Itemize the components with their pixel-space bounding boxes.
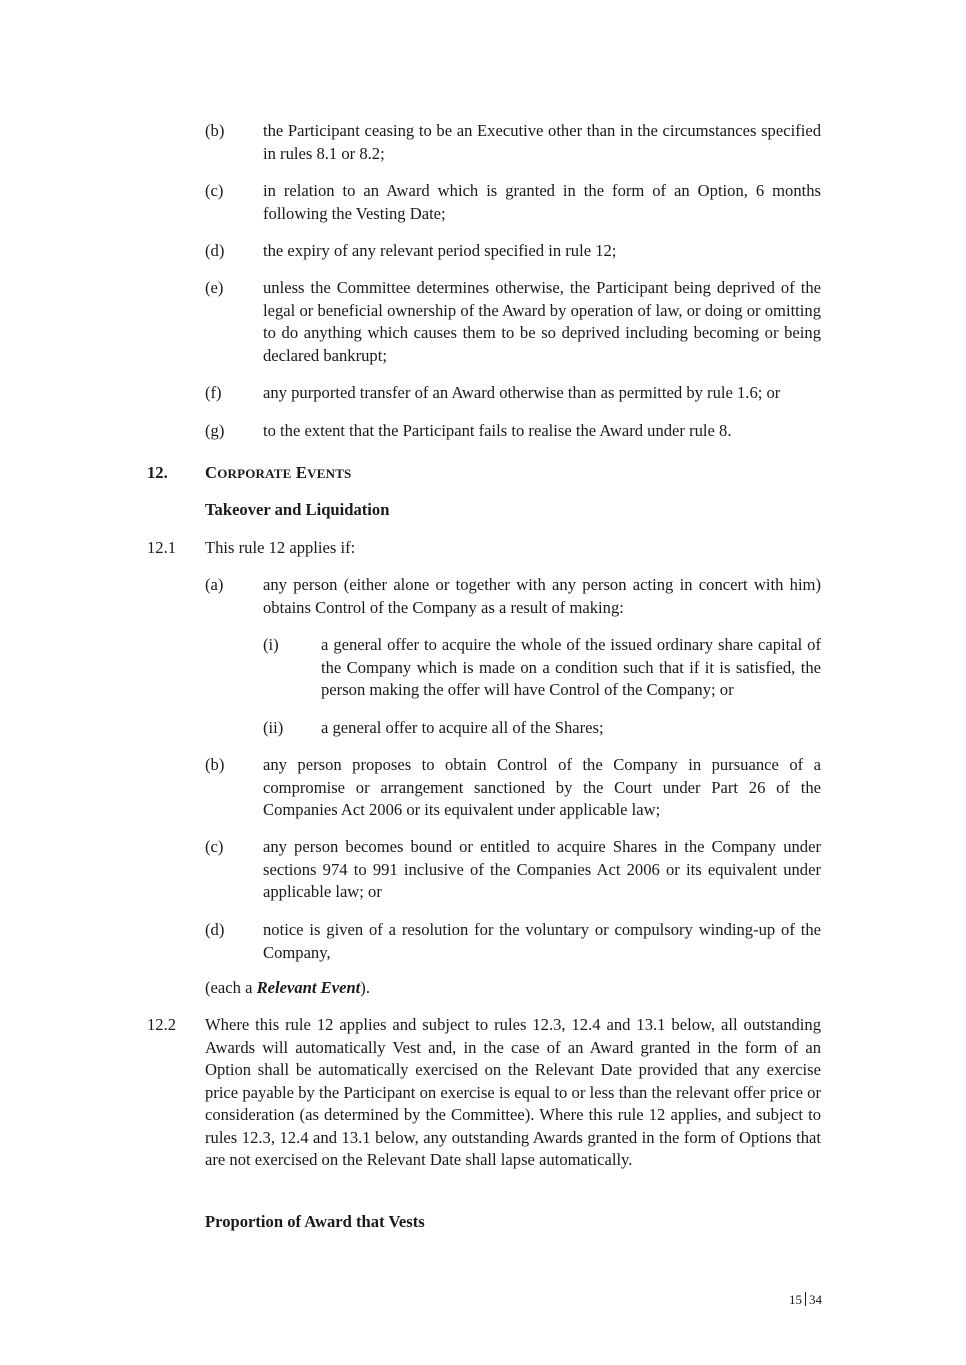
rule-12-1-i-text: a general offer to acquire the whole of the issued ordinary share capital of the Company which is made on a condition such that if it is satisfied, the person making the offer will have Control of the Company; or (321, 635, 821, 699)
rule-12-1-text: This rule 12 applies if: (205, 538, 356, 557)
defined-term: Relevant Event (256, 978, 361, 997)
rule-12-1-ii-label: (ii) (263, 718, 284, 737)
rule-12-2-number: 12.2 (147, 1015, 177, 1034)
list-item-b-text: the Participant ceasing to be an Executive other than in the circumstances specified in rules 8.1 or 8.2; (263, 121, 821, 163)
subheading-takeover: Takeover and Liquidation (205, 500, 390, 519)
subheading-proportion: Proportion of Award that Vests (205, 1212, 425, 1231)
rule-12-1-c-label: (c) (205, 837, 224, 856)
relevant-event-definition: (each a Relevant Event). (205, 978, 370, 997)
page-number: 15 34 (789, 1292, 822, 1307)
page-number-divider (805, 1292, 806, 1306)
list-item-g-text: to the extent that the Participant fails to realise the Award under rule 8. (263, 421, 732, 440)
section-number: 12. (147, 463, 168, 482)
rule-12-1-d-text: notice is given of a resolution for the voluntary or compulsory winding-up of the Company, (263, 920, 821, 962)
rule-12-1-c-text: any person becomes bound or entitled to acquire Shares in the Company under sections 974 to 991 inclusive of the Companies Act 2006 or its equivalent under applicable law; or (263, 837, 821, 901)
section-title: CORPORATE EVENTS (205, 463, 352, 482)
list-item-d-text: the expiry of any relevant period specified in rule 12; (263, 241, 617, 260)
list-label-e: (e) (205, 278, 224, 297)
rule-12-1-b-label: (b) (205, 755, 225, 774)
list-item-e-text: unless the Committee determines otherwise, the Participant being deprived of the legal or beneficial ownership of the Award by operation of law, or doing or omitting to do anything which causes them to be so deprived including becoming or being declared bankrupt; (263, 278, 821, 365)
rule-12-2-text: Where this rule 12 applies and subject to rules 12.3, 12.4 and 13.1 below, all outstanding Awards will automatically Vest and, in the case of an Award granted in the form of an Option shall be automatically exercised on the Relevant Date provided that any exercise price payable by the Participant on exercise is equal to or less than the relevant offer price or consideration (as determined by the Committee). Where this rule 12 applies, and subject to rules 12.3, 12.4 and 13.1 below, any outstanding Awards granted in the form of Options that are not exercised on the Relevant Date shall lapse automatically. (205, 1015, 821, 1169)
list-item-f-text: any purported transfer of an Award otherwise than as permitted by rule 1.6; or (263, 383, 781, 402)
rule-12-1-d-label: (d) (205, 920, 225, 939)
list-label-b: (b) (205, 121, 225, 140)
rule-12-1-number: 12.1 (147, 538, 177, 557)
rule-12-1-b-text: any person proposes to obtain Control of the Company in pursuance of a compromise or arrangement sanctioned by the Court under Part 26 of the Companies Act 2006 or its equivalent under applicable law; (263, 755, 821, 819)
list-item-c-text: in relation to an Award which is granted in the form of an Option, 6 months following the Vesting Date; (263, 181, 821, 223)
rule-12-1-i-label: (i) (263, 635, 279, 654)
list-label-c: (c) (205, 181, 224, 200)
rule-12-1-ii-text: a general offer to acquire all of the Shares; (321, 718, 604, 737)
list-label-g: (g) (205, 421, 225, 440)
list-label-d: (d) (205, 241, 225, 260)
list-label-f: (f) (205, 383, 222, 402)
rule-12-1-a-text: any person (either alone or together with any person acting in concert with him) obtains Control of the Company as a result of making: (263, 575, 821, 617)
rule-12-1-a-label: (a) (205, 575, 224, 594)
